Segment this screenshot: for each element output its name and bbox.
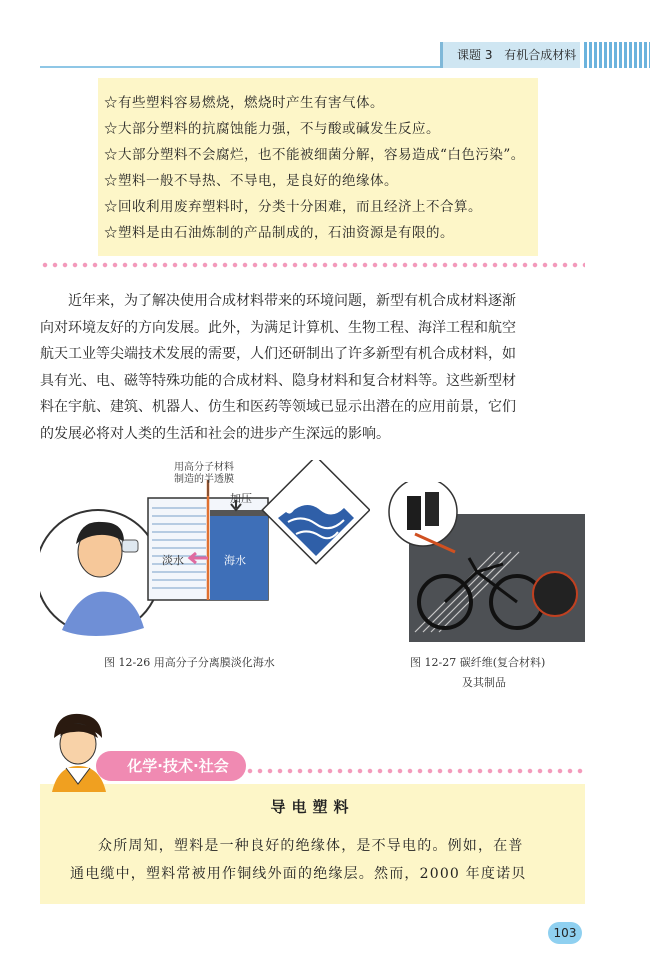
fact-item: ☆大部分塑料不会腐烂，也不能被细菌分解，容易造成“白色污染”。	[104, 147, 525, 163]
membrane-label: 用高分子材料 制造的半透膜	[174, 462, 234, 485]
fact-item: ☆塑料是由石油炼制的产品制成的，石油资源是有限的。	[104, 225, 454, 241]
fiber-coil	[533, 572, 577, 616]
cup-shape	[122, 540, 138, 552]
section-text-line: 通电缆中，塑料常被用作铜线外面的绝缘层。然而，2000 年度诺贝	[70, 866, 527, 882]
paragraph-line: 具有光、电、磁等特殊功能的合成材料、隐身材料和复合材料等。这些新型材	[40, 372, 516, 389]
paragraph-line: 的发展必将对人类的生活和社会的进步产生深远的影响。	[40, 425, 390, 442]
figure-27-caption-cont: 及其制品	[462, 676, 506, 689]
paragraph-line: 料在宇航、建筑、机器人、仿生和医药等领域已显示出潜在的应用前景，它们	[40, 399, 516, 415]
fact-item: ☆塑料一般不导热、不导电，是良好的绝缘体。	[104, 173, 398, 189]
figure-27-caption: 图 12-27 碳纤维(复合材料)	[410, 656, 546, 669]
paragraph-line: 航天工业等尖端技术发展的需要，人们还研制出了许多新型有机合成材料，如	[40, 346, 516, 362]
fact-item: ☆大部分塑料的抗腐蚀能力强，不与酸或碱发生反应。	[104, 121, 440, 137]
fiber-spool	[407, 496, 421, 530]
figure-carbon-fiber	[385, 482, 585, 642]
fact-item: ☆回收利用废弃塑料时，分类十分困难，而且经济上不合算。	[104, 199, 482, 215]
dotted-divider	[40, 262, 585, 268]
facts-list	[104, 90, 536, 246]
header-stripes	[584, 42, 650, 68]
desalination-illustration	[40, 460, 370, 650]
chapter-header	[440, 42, 580, 68]
section-banner: 化学·技术·社会	[96, 751, 246, 781]
section-title: 导电塑料	[270, 798, 355, 816]
section-text	[70, 832, 560, 888]
paragraph-line: 向对环境友好的方向发展。此外，为满足计算机、生物工程、海洋工程和航空	[40, 319, 516, 336]
figure-26-caption: 图 12-26 用高分子分离膜淡化海水	[104, 656, 275, 669]
fiber-spool	[425, 492, 439, 526]
figure-desalination	[40, 460, 370, 650]
lesson-title: 有机合成材料	[504, 48, 577, 62]
sea-water-label: 海水	[224, 554, 246, 567]
section-text-line: 众所周知，塑料是一种良好的绝缘体，是不导电的。例如，在普	[98, 838, 524, 854]
carbon-fiber-photo	[385, 482, 585, 642]
pressure-label: 加压	[230, 492, 252, 505]
page-number: 103	[548, 922, 582, 944]
section-dotted-line	[245, 768, 585, 774]
fresh-water-label: 淡水	[162, 554, 184, 567]
body-paragraph	[40, 288, 585, 447]
lesson-number: 课题 3	[457, 48, 493, 62]
paragraph-line: 近年来，为了解决使用合成材料带来的环境问题，新型有机合成材料逐渐	[68, 293, 516, 309]
fact-item: ☆有些塑料容易燃烧，燃烧时产生有害气体。	[104, 95, 384, 111]
